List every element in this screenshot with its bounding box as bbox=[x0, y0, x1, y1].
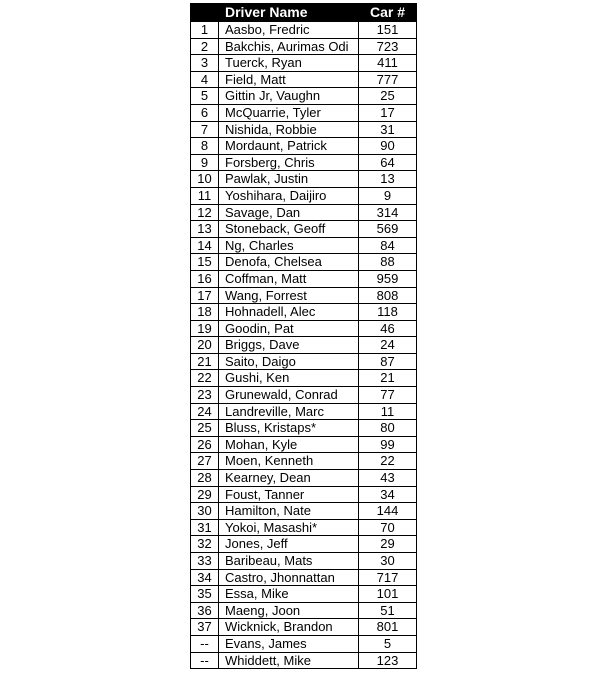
position-cell: 16 bbox=[191, 270, 219, 287]
table-row bbox=[191, 154, 417, 171]
car-number-cell: 13 bbox=[359, 171, 417, 188]
car-number-cell: 22 bbox=[359, 453, 417, 470]
car-number-cell: 29 bbox=[359, 536, 417, 553]
position-cell: 37 bbox=[191, 619, 219, 636]
car-number-cell: 64 bbox=[359, 154, 417, 171]
position-cell: -- bbox=[191, 652, 219, 669]
position-cell: 7 bbox=[191, 121, 219, 138]
driver-name-cell: Stoneback, Geoff bbox=[219, 221, 359, 238]
position-cell: 34 bbox=[191, 569, 219, 586]
position-cell: 25 bbox=[191, 420, 219, 437]
car-number-cell: 46 bbox=[359, 320, 417, 337]
table-row bbox=[191, 519, 417, 536]
table-row bbox=[191, 370, 417, 387]
driver-name-cell: Gushi, Ken bbox=[219, 370, 359, 387]
driver-name-cell: Pawlak, Justin bbox=[219, 171, 359, 188]
table-row bbox=[191, 420, 417, 437]
driver-name-cell: Jones, Jeff bbox=[219, 536, 359, 553]
table-row bbox=[191, 635, 417, 652]
table-row bbox=[191, 470, 417, 487]
car-number-cell: 51 bbox=[359, 602, 417, 619]
driver-name-cell: Mohan, Kyle bbox=[219, 436, 359, 453]
car-number-cell: 801 bbox=[359, 619, 417, 636]
car-number-cell: 411 bbox=[359, 55, 417, 72]
position-column-header bbox=[191, 4, 219, 22]
position-cell: 14 bbox=[191, 237, 219, 254]
driver-name-cell: Moen, Kenneth bbox=[219, 453, 359, 470]
position-cell: 35 bbox=[191, 586, 219, 603]
position-cell: 1 bbox=[191, 22, 219, 39]
table-row bbox=[191, 586, 417, 603]
car-number-cell: 87 bbox=[359, 353, 417, 370]
car-number-cell: 151 bbox=[359, 22, 417, 39]
table-row bbox=[191, 121, 417, 138]
table-row bbox=[191, 652, 417, 669]
driver-name-cell: Wang, Forrest bbox=[219, 287, 359, 304]
position-cell: 2 bbox=[191, 38, 219, 55]
car-number-cell: 569 bbox=[359, 221, 417, 238]
table-row bbox=[191, 353, 417, 370]
car-number-cell: 88 bbox=[359, 254, 417, 271]
position-cell: 13 bbox=[191, 221, 219, 238]
table-row bbox=[191, 254, 417, 271]
driver-name-cell: Briggs, Dave bbox=[219, 337, 359, 354]
driver-name-cell: Nishida, Robbie bbox=[219, 121, 359, 138]
table-row bbox=[191, 270, 417, 287]
car-number-cell: 723 bbox=[359, 38, 417, 55]
position-cell: 24 bbox=[191, 403, 219, 420]
car-number-cell: 123 bbox=[359, 652, 417, 669]
driver-name-cell: Yokoi, Masashi* bbox=[219, 519, 359, 536]
position-cell: 18 bbox=[191, 304, 219, 321]
table-row bbox=[191, 536, 417, 553]
driver-name-cell: Tuerck, Ryan bbox=[219, 55, 359, 72]
table-row bbox=[191, 503, 417, 520]
car-number-cell: 5 bbox=[359, 635, 417, 652]
driver-name-cell: Mordaunt, Patrick bbox=[219, 138, 359, 155]
table-row bbox=[191, 320, 417, 337]
table-header-row bbox=[191, 4, 417, 22]
driver-name-cell: Yoshihara, Daijiro bbox=[219, 187, 359, 204]
car-number-cell: 144 bbox=[359, 503, 417, 520]
position-cell: 4 bbox=[191, 71, 219, 88]
table-row bbox=[191, 221, 417, 238]
table-row bbox=[191, 569, 417, 586]
position-cell: 5 bbox=[191, 88, 219, 105]
driver-name-cell: Wicknick, Brandon bbox=[219, 619, 359, 636]
driver-name-cell: Goodin, Pat bbox=[219, 320, 359, 337]
car-number-cell: 101 bbox=[359, 586, 417, 603]
position-cell: 30 bbox=[191, 503, 219, 520]
driver-name-cell: Coffman, Matt bbox=[219, 270, 359, 287]
driver-name-cell: Gittin Jr, Vaughn bbox=[219, 88, 359, 105]
driver-name-cell: Baribeau, Mats bbox=[219, 553, 359, 570]
driver-name-cell: Foust, Tanner bbox=[219, 486, 359, 503]
driver-name-cell: Landreville, Marc bbox=[219, 403, 359, 420]
car-number-cell: 43 bbox=[359, 470, 417, 487]
position-cell: 28 bbox=[191, 470, 219, 487]
table-row bbox=[191, 55, 417, 72]
driver-name-cell: Kearney, Dean bbox=[219, 470, 359, 487]
car-number-cell: 34 bbox=[359, 486, 417, 503]
car-number-cell: 31 bbox=[359, 121, 417, 138]
car-number-cell: 959 bbox=[359, 270, 417, 287]
car-number-cell: 118 bbox=[359, 304, 417, 321]
car-number-cell: 99 bbox=[359, 436, 417, 453]
position-cell: 32 bbox=[191, 536, 219, 553]
driver-name-cell: Denofa, Chelsea bbox=[219, 254, 359, 271]
position-cell: 21 bbox=[191, 353, 219, 370]
table-row bbox=[191, 171, 417, 188]
position-cell: 11 bbox=[191, 187, 219, 204]
position-cell: 36 bbox=[191, 602, 219, 619]
driver-name-column-header: Driver Name bbox=[219, 4, 359, 22]
car-number-cell: 9 bbox=[359, 187, 417, 204]
table-row bbox=[191, 486, 417, 503]
driver-name-cell: Aasbo, Fredric bbox=[219, 22, 359, 39]
car-number-cell: 17 bbox=[359, 104, 417, 121]
driver-name-cell: Ng, Charles bbox=[219, 237, 359, 254]
driver-name-cell: Essa, Mike bbox=[219, 586, 359, 603]
car-number-cell: 777 bbox=[359, 71, 417, 88]
position-cell: 22 bbox=[191, 370, 219, 387]
position-cell: 8 bbox=[191, 138, 219, 155]
table-row bbox=[191, 337, 417, 354]
table-row bbox=[191, 602, 417, 619]
position-cell: 17 bbox=[191, 287, 219, 304]
table-row bbox=[191, 403, 417, 420]
position-cell: 19 bbox=[191, 320, 219, 337]
table-row bbox=[191, 287, 417, 304]
driver-standings-table bbox=[190, 3, 417, 669]
car-number-cell: 11 bbox=[359, 403, 417, 420]
driver-name-cell: Grunewald, Conrad bbox=[219, 387, 359, 404]
position-cell: 20 bbox=[191, 337, 219, 354]
driver-name-cell: Whiddett, Mike bbox=[219, 652, 359, 669]
position-cell: 27 bbox=[191, 453, 219, 470]
car-number-cell: 90 bbox=[359, 138, 417, 155]
car-number-cell: 21 bbox=[359, 370, 417, 387]
position-cell: 31 bbox=[191, 519, 219, 536]
car-number-cell: 717 bbox=[359, 569, 417, 586]
driver-name-cell: Bluss, Kristaps* bbox=[219, 420, 359, 437]
position-cell: 10 bbox=[191, 171, 219, 188]
table-row bbox=[191, 304, 417, 321]
car-number-cell: 30 bbox=[359, 553, 417, 570]
driver-name-cell: McQuarrie, Tyler bbox=[219, 104, 359, 121]
driver-name-cell: Maeng, Joon bbox=[219, 602, 359, 619]
position-cell: -- bbox=[191, 635, 219, 652]
position-cell: 23 bbox=[191, 387, 219, 404]
driver-name-cell: Forsberg, Chris bbox=[219, 154, 359, 171]
table-row bbox=[191, 38, 417, 55]
position-cell: 26 bbox=[191, 436, 219, 453]
driver-name-cell: Field, Matt bbox=[219, 71, 359, 88]
driver-name-cell: Saito, Daigo bbox=[219, 353, 359, 370]
position-cell: 15 bbox=[191, 254, 219, 271]
driver-name-cell: Castro, Jhonnattan bbox=[219, 569, 359, 586]
car-number-cell: 84 bbox=[359, 237, 417, 254]
car-number-cell: 77 bbox=[359, 387, 417, 404]
car-number-cell: 25 bbox=[359, 88, 417, 105]
driver-name-cell: Bakchis, Aurimas Odi bbox=[219, 38, 359, 55]
car-number-cell: 80 bbox=[359, 420, 417, 437]
position-cell: 12 bbox=[191, 204, 219, 221]
table-row bbox=[191, 436, 417, 453]
table-row bbox=[191, 71, 417, 88]
table-row bbox=[191, 22, 417, 39]
car-number-column-header: Car # bbox=[359, 4, 417, 22]
table-row bbox=[191, 453, 417, 470]
car-number-cell: 808 bbox=[359, 287, 417, 304]
table-row bbox=[191, 237, 417, 254]
position-cell: 9 bbox=[191, 154, 219, 171]
car-number-cell: 314 bbox=[359, 204, 417, 221]
car-number-cell: 70 bbox=[359, 519, 417, 536]
table-row bbox=[191, 138, 417, 155]
table-row bbox=[191, 187, 417, 204]
table-row bbox=[191, 104, 417, 121]
position-cell: 29 bbox=[191, 486, 219, 503]
car-number-cell: 24 bbox=[359, 337, 417, 354]
driver-name-cell: Hamilton, Nate bbox=[219, 503, 359, 520]
table-row bbox=[191, 619, 417, 636]
table-row bbox=[191, 553, 417, 570]
position-cell: 33 bbox=[191, 553, 219, 570]
position-cell: 3 bbox=[191, 55, 219, 72]
driver-name-cell: Hohnadell, Alec bbox=[219, 304, 359, 321]
position-cell: 6 bbox=[191, 104, 219, 121]
table-row bbox=[191, 88, 417, 105]
table-body bbox=[191, 22, 417, 669]
table-row bbox=[191, 204, 417, 221]
driver-name-cell: Evans, James bbox=[219, 635, 359, 652]
driver-name-cell: Savage, Dan bbox=[219, 204, 359, 221]
table-row bbox=[191, 387, 417, 404]
